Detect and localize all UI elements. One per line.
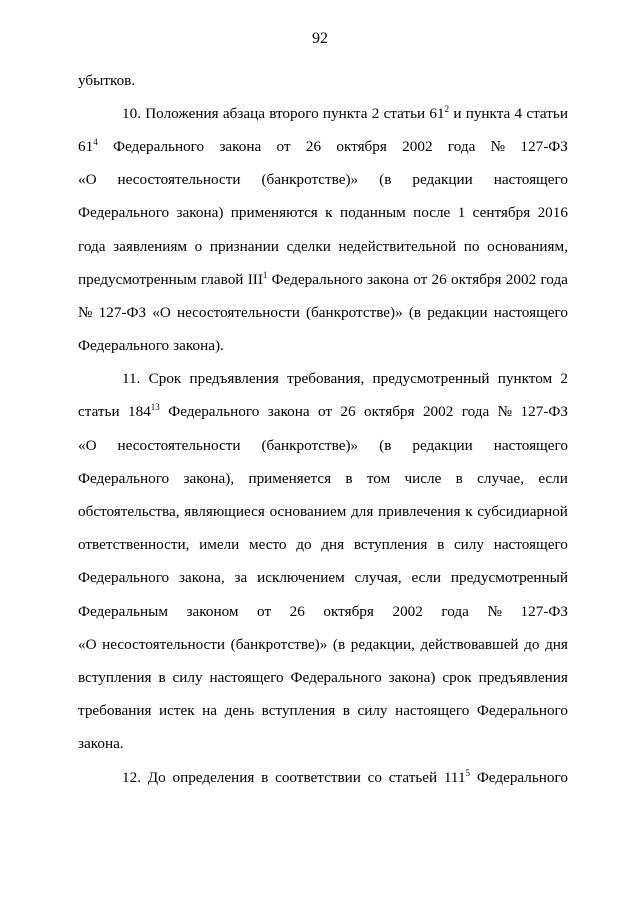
- word: 127-ФЗ: [520, 137, 568, 155]
- word: предусмотренный: [450, 569, 568, 587]
- word: настоящего: [493, 303, 568, 321]
- word: день: [224, 702, 255, 720]
- word: статьей: [388, 768, 438, 786]
- word: от: [413, 270, 428, 288]
- word: в: [261, 768, 269, 786]
- word: имели: [199, 536, 240, 554]
- word: числе: [404, 469, 442, 487]
- word: 12.: [122, 768, 141, 786]
- word: сделки: [286, 237, 331, 255]
- word: 127-ФЗ: [520, 602, 568, 620]
- word: 1: [457, 204, 466, 222]
- text-line: [78, 562, 568, 595]
- word: 26: [431, 270, 447, 288]
- text-line: [78, 429, 568, 462]
- word: определения: [172, 768, 255, 786]
- word: (банкротстве)»: [261, 436, 359, 454]
- word: обстоятельства,: [78, 503, 180, 521]
- word: соответствии: [275, 768, 361, 786]
- word: октября: [336, 137, 387, 155]
- word: До: [147, 768, 166, 786]
- word: 2016: [537, 204, 568, 222]
- word: применяются: [230, 204, 318, 222]
- word: настоящего: [493, 436, 568, 454]
- word: предъявления: [478, 668, 568, 686]
- word: года: [540, 270, 568, 288]
- word: 2: [560, 370, 568, 388]
- word: редакции: [412, 171, 473, 189]
- word: применяется: [248, 469, 332, 487]
- word: Федерального: [78, 204, 170, 222]
- word: настоящего: [493, 536, 568, 554]
- word: $61^2$: [429, 103, 450, 122]
- word: (банкротстве)»: [230, 635, 328, 653]
- word: требования: [78, 702, 152, 720]
- word: до: [524, 635, 540, 653]
- word: дня: [545, 635, 568, 653]
- word: 2: [371, 104, 380, 122]
- word: №: [497, 403, 513, 421]
- word: октября: [450, 270, 502, 288]
- word: статьи: [526, 104, 568, 122]
- word: $111^5$: [443, 767, 471, 786]
- word: Федерального: [168, 403, 260, 421]
- word: Срок: [148, 370, 182, 388]
- text-line: [78, 130, 568, 163]
- text-line: [78, 728, 568, 761]
- word: (банкротстве)»: [261, 171, 359, 189]
- word: статьи: [78, 403, 120, 421]
- word: года: [461, 403, 490, 421]
- word: Федерального: [476, 768, 568, 786]
- word: убытков.: [78, 71, 136, 89]
- word: действовавшей: [420, 635, 519, 653]
- text-line: [78, 628, 568, 661]
- word: в: [345, 469, 353, 487]
- text-line: [78, 462, 568, 495]
- word: 26: [340, 403, 356, 421]
- word: года: [441, 602, 469, 620]
- word: после: [413, 204, 451, 222]
- word: закона): [176, 204, 224, 222]
- word: 26: [305, 137, 322, 155]
- text-line: [78, 97, 568, 130]
- word: предусмотренный: [372, 370, 490, 388]
- page-number: 92: [312, 30, 328, 47]
- word: со: [367, 768, 383, 786]
- word: поданным: [339, 204, 406, 222]
- word: №: [490, 137, 506, 155]
- word: в: [342, 702, 350, 720]
- text-line: [78, 761, 568, 794]
- word: несостоятельности: [176, 303, 300, 321]
- word: силу: [172, 668, 203, 686]
- word: $184^{13}$: [128, 402, 160, 421]
- word: в: [455, 469, 463, 487]
- word: являющиеся: [184, 503, 265, 521]
- word: вступления: [353, 536, 428, 554]
- word: если: [538, 469, 568, 487]
- word: 2002: [422, 403, 454, 421]
- word: «О: [78, 171, 97, 189]
- word: пункта: [322, 104, 368, 122]
- word: случае,: [477, 469, 524, 487]
- word: Положения: [145, 104, 219, 122]
- word: редакции: [412, 436, 473, 454]
- text-line: [78, 64, 568, 97]
- word: (банкротстве)»: [306, 303, 403, 321]
- word: заявлениям: [113, 237, 187, 255]
- word: привлечения: [378, 503, 461, 521]
- word: $61^4$: [78, 136, 98, 155]
- word: закона),: [183, 469, 235, 487]
- text-line: [78, 197, 568, 230]
- text-line: [78, 595, 568, 628]
- text-line: [78, 695, 568, 728]
- word: на: [202, 702, 218, 720]
- word: сентября: [472, 204, 531, 222]
- document-body: [78, 64, 568, 794]
- word: Федерального: [78, 569, 170, 587]
- word: силу: [453, 536, 484, 554]
- word: если: [411, 569, 442, 587]
- text-line: [78, 396, 568, 429]
- word: главой: [200, 270, 244, 288]
- word: «О: [78, 436, 97, 454]
- word: «О: [78, 635, 97, 653]
- word: срок: [442, 668, 472, 686]
- word: несостоятельности: [117, 171, 241, 189]
- word: о: [194, 237, 203, 255]
- word: предъявления: [189, 370, 279, 388]
- word: к: [465, 503, 473, 521]
- word: законом: [186, 602, 239, 620]
- word: несостоятельности: [117, 436, 241, 454]
- word: и: [453, 104, 462, 122]
- word: закона).: [173, 337, 224, 355]
- word: основаниям,: [487, 237, 568, 255]
- word: 127-ФЗ: [520, 403, 568, 421]
- word: к: [325, 204, 333, 222]
- word: года: [447, 137, 476, 155]
- word: несостоятельности: [102, 635, 226, 653]
- word: октября: [364, 403, 415, 421]
- word: том: [366, 469, 391, 487]
- word: закона,: [179, 569, 225, 587]
- word: Федерального: [271, 270, 363, 288]
- word: III$^1$: [247, 269, 268, 288]
- word: для: [351, 503, 374, 521]
- word: (в: [379, 436, 392, 454]
- text-line: [78, 230, 568, 263]
- word: субсидиарной: [477, 503, 568, 521]
- word: случая,: [354, 569, 402, 587]
- word: закона: [219, 137, 262, 155]
- word: до: [296, 536, 312, 554]
- word: Федерального: [290, 668, 382, 686]
- word: 26: [289, 602, 305, 620]
- word: по: [463, 237, 480, 255]
- word: Федеральным: [78, 602, 168, 620]
- text-line: [78, 529, 568, 562]
- text-line: [78, 296, 568, 329]
- word: абзаца: [222, 104, 265, 122]
- word: 127-ФЗ: [98, 303, 147, 321]
- word: вступления: [261, 702, 336, 720]
- word: закона): [388, 668, 436, 686]
- word: место: [249, 536, 287, 554]
- word: 11.: [122, 370, 141, 388]
- word: пунктом: [497, 370, 553, 388]
- word: «О: [152, 303, 171, 321]
- word: 2002: [505, 270, 537, 288]
- text-line: [78, 263, 568, 296]
- word: октября: [323, 602, 374, 620]
- word: за: [234, 569, 248, 587]
- word: силу: [357, 702, 388, 720]
- word: Федерального: [476, 702, 568, 720]
- word: Федерального: [78, 337, 170, 355]
- word: 2002: [392, 602, 423, 620]
- word: настоящего: [493, 171, 568, 189]
- word: пункта: [465, 104, 511, 122]
- text-line: [78, 363, 568, 396]
- word: №: [487, 602, 502, 620]
- word: (в: [332, 635, 346, 653]
- word: 2002: [402, 137, 433, 155]
- word: (в: [379, 171, 392, 189]
- word: исключением: [257, 569, 345, 587]
- word: года: [78, 237, 106, 255]
- word: Федерального: [78, 469, 170, 487]
- word: вступления: [78, 668, 152, 686]
- word: требования,: [287, 370, 365, 388]
- word: Федерального: [112, 137, 205, 155]
- word: от: [276, 137, 291, 155]
- word: второго: [269, 104, 319, 122]
- word: (в: [408, 303, 422, 321]
- word: истек: [158, 702, 195, 720]
- word: в: [158, 668, 166, 686]
- word: недействительной: [338, 237, 457, 255]
- word: №: [78, 303, 93, 321]
- word: 10.: [122, 104, 141, 122]
- word: закона.: [78, 735, 124, 753]
- text-line: [78, 164, 568, 197]
- word: предусмотренным: [78, 270, 197, 288]
- text-line: [78, 330, 568, 363]
- word: редакции,: [350, 635, 415, 653]
- word: настоящего: [209, 668, 284, 686]
- word: от: [317, 403, 333, 421]
- word: ответственности,: [78, 536, 190, 554]
- word: статьи: [383, 104, 426, 122]
- word: 4: [514, 104, 523, 122]
- word: в: [437, 536, 445, 554]
- word: закона: [367, 270, 409, 288]
- word: основанием: [269, 503, 347, 521]
- text-line: [78, 661, 568, 694]
- word: дня: [321, 536, 345, 554]
- word: закона: [267, 403, 310, 421]
- word: редакции: [427, 303, 488, 321]
- word: настоящего: [395, 702, 470, 720]
- text-line: [78, 495, 568, 528]
- word: от: [257, 602, 272, 620]
- word: признании: [209, 237, 279, 255]
